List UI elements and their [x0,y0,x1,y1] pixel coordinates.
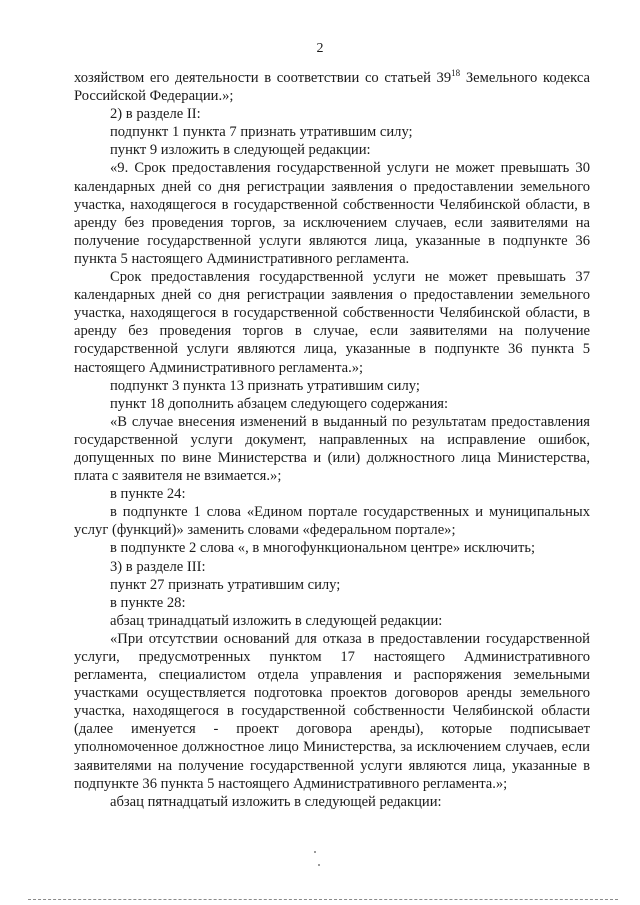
paragraph: абзац пятнадцатый изложить в следующей редакции: [110,793,442,810]
page-bottom-edge [28,899,618,900]
paragraph: пункт 9 изложить в следующей редакции: [110,142,371,159]
document-body [74,69,590,811]
paragraph: 2) в разделе II: [110,106,201,123]
paragraph: «В случае внесения изменений в выданный по результатам предоставления государственной услуги документ, направленных на исправление ошибок, допущенных по вине Министерства и (или) должностного лица Министерства, плата с заявителя не взимается.»; [74,413,590,485]
page-number: 2 [316,41,324,56]
paragraph: в пункте 24: [110,486,186,503]
paragraph: в пункте 28: [110,594,186,611]
paragraph: «9. Срок предоставления государственной услуги не может превышать 30 календарных дней со дня регистрации заявления о предоставлении земельного участка, находящегося в государственной собственности Челябинской области, в аренду без проведения торгов, за исключением случаев, если заявителями на получение государственной услуги являются лица, указанные в подпункте 36 пункта 5 настоящего Административного регламента. [74,160,590,267]
paragraph: абзац тринадцатый изложить в следующей редакции: [110,612,443,629]
scan-speck [314,851,316,853]
paragraph-text-tail: Земельного кодекса Российской Федерации.»; [74,70,590,105]
paragraph: «При отсутствии оснований для отказа в предоставлении государственной услуги, предусмотренных пунктом 17 настоящего Административного регламента, специалистом отдела управления и распоряжения земельными участками осуществляется подготовка проектов договоров аренды земельного участка, находящегося в государственной собственности Челябинской области (далее именуется - проект договора аренды), которые подписывает уполномоченное должностное лицо Министерства, за исключением случаев, если заявителями на получение государственной услуги являются лица, указанные в подпункте 36 пункта 5 настоящего Административного регламента.»; [74,630,590,792]
paragraph: пункт 18 дополнить абзацем следующего содержания: [110,395,449,412]
paragraph-continuation [74,69,590,105]
paragraph: Срок предоставления государственной услуги не может превышать 37 календарных дней со дня регистрации заявления о предоставлении земельного участка, находящегося в государственной собственности Челябинской области, в аренду без проведения торгов в случае, если заявителями на получение государственной услуги являются лица, указанные в подпункте 36 пункта 5 настоящего Административного регламента.»; [74,269,590,376]
paragraph: в подпункте 1 слова «Едином портале государственных и муниципальных услуг (функций)» заменить словами «федеральном портале»; [74,504,590,539]
paragraph: 3) в разделе III: [110,558,206,575]
superscript-article-index: 18 [451,68,461,79]
paragraph: подпункт 3 пункта 13 признать утратившим силу; [110,377,420,394]
paragraph: подпункт 1 пункта 7 признать утратившим силу; [110,124,413,141]
scan-speck [318,864,320,866]
paragraph: пункт 27 признать утратившим силу; [110,576,341,593]
paragraph: в подпункте 2 слова «, в многофункциональном центре» исключить; [110,540,536,557]
paragraph-text: хозяйством его деятельности в соответствии со статьей 39 [74,70,452,86]
